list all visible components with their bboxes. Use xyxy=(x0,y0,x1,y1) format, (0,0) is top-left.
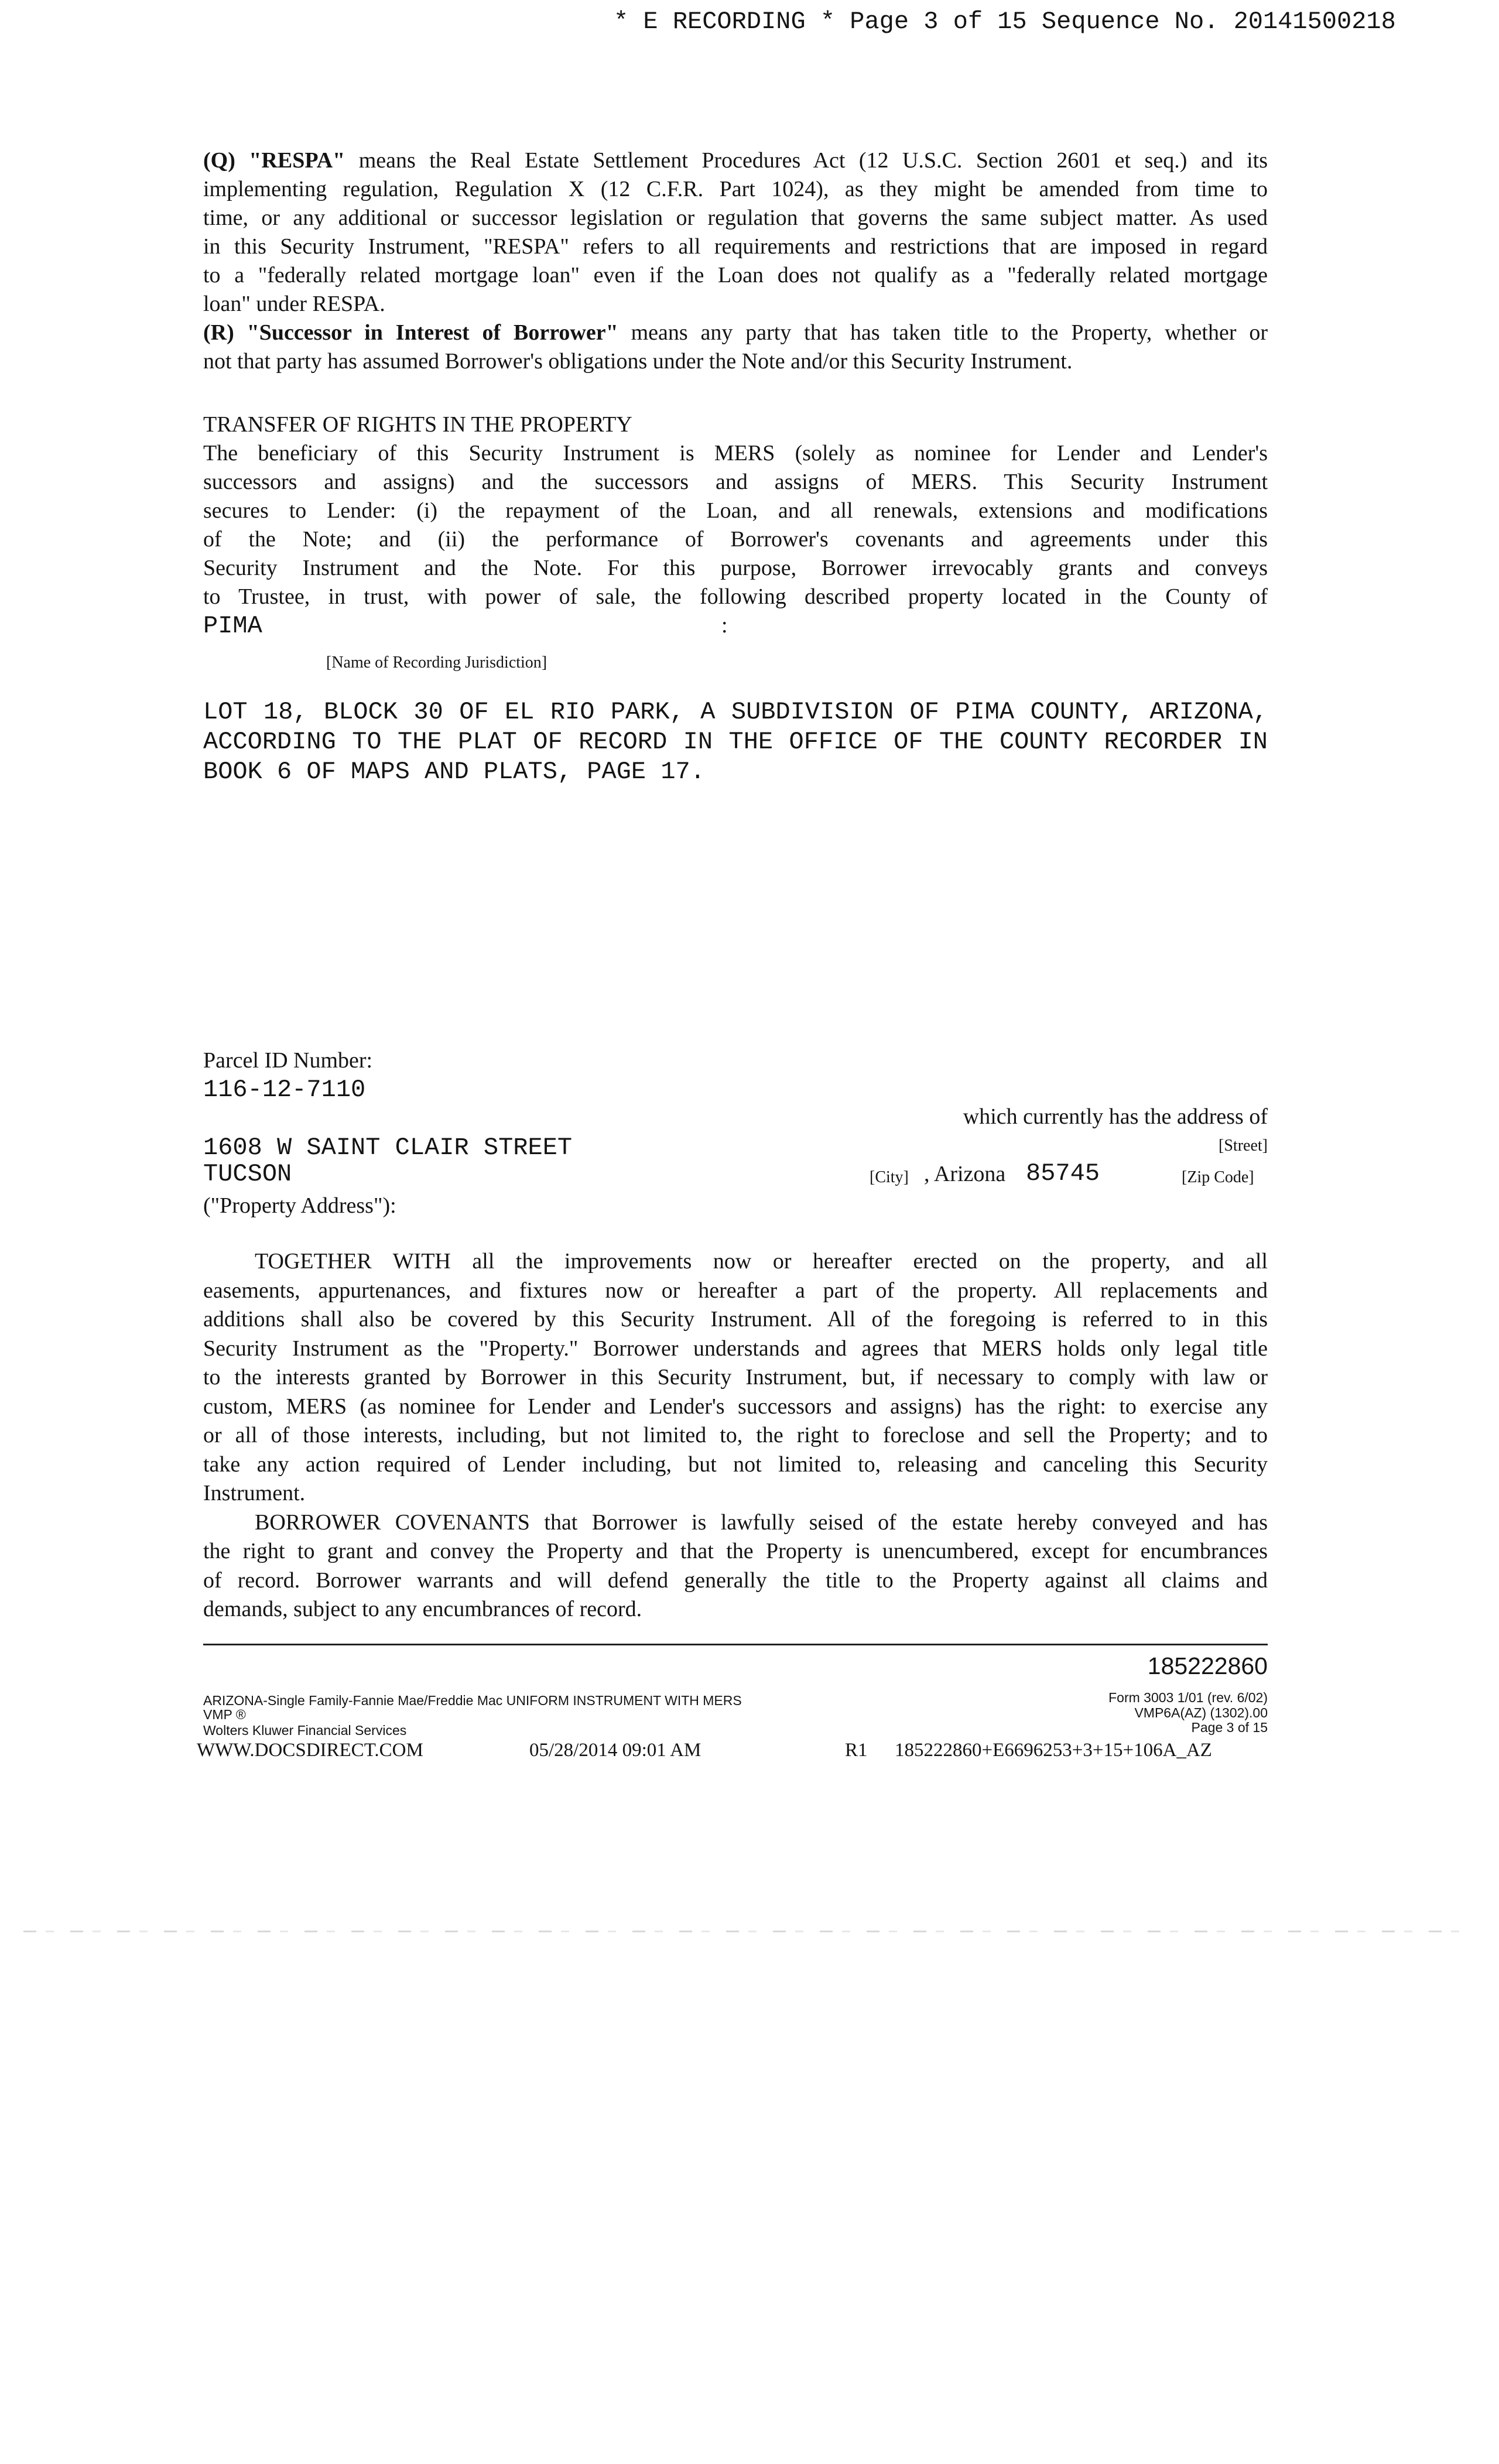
together-with-line: TOGETHER WITH all the improvements now or hereafter erected on the property, and all xyxy=(255,1249,1268,1274)
city-caption: [City] xyxy=(870,1168,909,1186)
definition-text: means any party that has taken title to the Property, whether or xyxy=(631,320,1268,345)
together-with-line: take any action required of Lender including, but not limited to, releasing and canceling this Security xyxy=(203,1452,1268,1477)
transfer-line: The beneficiary of this Security Instrument is MERS (solely as nominee for Lender and Lender's xyxy=(203,441,1268,466)
revision: R1 xyxy=(845,1740,868,1761)
covenants-line: of record. Borrower warrants and will defend generally the title to the Property against all claims and xyxy=(203,1568,1268,1593)
definition-line xyxy=(203,146,1268,175)
footer-divider xyxy=(203,1644,1268,1645)
website: WWW.DOCSDIRECT.COM xyxy=(197,1740,423,1761)
county-caption: [Name of Recording Jurisdiction] xyxy=(326,653,547,672)
legal-description xyxy=(203,697,1268,787)
together-with-line: custom, MERS (as nominee for Lender and Lender's successors and assigns) has the right: to exercise any xyxy=(203,1394,1268,1419)
transfer-line: successors and assigns) and the successors and assigns of MERS. This Security Instrument xyxy=(203,470,1268,494)
together-with-line: additions shall also be covered by this Security Instrument. All of the foregoing is referred to in this xyxy=(203,1307,1268,1332)
together-with-line: easements, appurtenances, and fixtures now or hereafter a part of the property. All replacements and xyxy=(203,1278,1268,1303)
state: , Arizona xyxy=(924,1162,1006,1186)
defined-term-successor: (R) "Successor in Interest of Borrower" xyxy=(203,320,618,345)
city: TUCSON xyxy=(203,1160,292,1188)
county-name: PIMA xyxy=(203,612,262,640)
form-title: ARIZONA-Single Family-Fannie Mae/Freddie Mac UNIFORM INSTRUMENT WITH MERS xyxy=(203,1693,742,1708)
together-with-line: to the interests granted by Borrower in this Security Instrument, but, if necessary to comply with law or xyxy=(203,1365,1268,1390)
address-intro: which currently has the address of xyxy=(963,1104,1268,1129)
together-with-section xyxy=(203,1247,1268,1624)
transfer-section xyxy=(203,410,1268,640)
definition-line: loan" under RESPA. xyxy=(203,292,385,316)
parcel-id-label: Parcel ID Number: xyxy=(203,1048,373,1073)
definition-line: time, or any additional or successor legislation or regulation that governs the same subject matter. As used xyxy=(203,206,1268,230)
together-with-line: Instrument. xyxy=(203,1481,306,1505)
vmp-mark: VMP ® xyxy=(203,1707,246,1722)
transfer-line: to Trustee, in trust, with power of sale, the following described property located in the County of xyxy=(203,584,1268,609)
covenants-line: the right to grant and convey the Property and that the Property is unencumbered, except for encumbrances xyxy=(203,1539,1268,1563)
zip-caption: [Zip Code] xyxy=(1182,1168,1254,1186)
definition-line: implementing regulation, Regulation X (12 C.F.R. Part 1024), as they might be amended from time to xyxy=(203,177,1268,201)
together-with-line: Security Instrument as the "Property." Borrower understands and agrees that MERS holds only legal title xyxy=(203,1336,1268,1361)
defined-term-respa: (Q) "RESPA" xyxy=(203,148,345,173)
legal-description-line: BOOK 6 OF MAPS AND PLATS, PAGE 17. xyxy=(203,758,705,786)
section-heading: TRANSFER OF RIGHTS IN THE PROPERTY xyxy=(203,412,632,437)
county-colon: : xyxy=(721,613,728,638)
property-address-label: ("Property Address"): xyxy=(203,1193,396,1218)
county-line xyxy=(203,611,1268,640)
street-caption: [Street] xyxy=(1219,1137,1268,1155)
definitions-section xyxy=(203,146,1268,376)
form-code: VMP6A(AZ) (1302).00 xyxy=(1134,1705,1268,1720)
scan-artifact-line xyxy=(23,1931,1464,1932)
legal-description-line: LOT 18, BLOCK 30 OF EL RIO PARK, A SUBDIVISION OF PIMA COUNTY, ARIZONA, xyxy=(203,698,1268,726)
definition-line: to a "federally related mortgage loan" even if the Loan does not qualify as a "federally related mortgage xyxy=(203,263,1268,288)
zip-code: 85745 xyxy=(1026,1159,1100,1187)
covenants-line: demands, subject to any encumbrances of record. xyxy=(203,1597,642,1621)
legal-description-line: ACCORDING TO THE PLAT OF RECORD IN THE OFFICE OF THE COUNTY RECORDER IN xyxy=(203,728,1268,756)
definition-text: means the Real Estate Settlement Procedures Act (12 U.S.C. Section 2601 et seq.) and its xyxy=(358,148,1268,173)
transfer-line: Security Instrument and the Note. For this purpose, Borrower irrevocably grants and conveys xyxy=(203,556,1268,580)
transfer-line: of the Note; and (ii) the performance of Borrower's covenants and agreements under this xyxy=(203,527,1268,552)
definition-line xyxy=(203,319,1268,347)
definition-line: not that party has assumed Borrower's obligations under the Note and/or this Security Instrument. xyxy=(203,349,1073,374)
covenants-line: BORROWER COVENANTS that Borrower is lawfully seised of the estate hereby conveyed and has xyxy=(255,1510,1268,1535)
transfer-line: secures to Lender: (i) the repayment of the Loan, and all renewals, extensions and modifications xyxy=(203,498,1268,523)
loan-number: 185222860 xyxy=(1147,1652,1268,1679)
street-address: 1608 W SAINT CLAIR STREET xyxy=(203,1134,573,1162)
together-with-line: or all of those interests, including, but not limited to, the right to foreclose and sell the Property; and to xyxy=(203,1423,1268,1447)
document-id: 185222860+E6696253+3+15+106A_AZ xyxy=(895,1740,1212,1761)
definition-line: in this Security Instrument, "RESPA" refers to all requirements and restrictions that are imposed in regard xyxy=(203,234,1268,259)
publisher: Wolters Kluwer Financial Services xyxy=(203,1723,407,1738)
recording-stamp: * E RECORDING * Page 3 of 15 Sequence No. 20141500218 xyxy=(614,8,1396,36)
print-timestamp: 05/28/2014 09:01 AM xyxy=(529,1740,701,1761)
page-number: Page 3 of 15 xyxy=(1191,1720,1268,1735)
form-number: Form 3003 1/01 (rev. 6/02) xyxy=(1108,1690,1268,1705)
parcel-id-number: 116-12-7110 xyxy=(203,1076,366,1104)
